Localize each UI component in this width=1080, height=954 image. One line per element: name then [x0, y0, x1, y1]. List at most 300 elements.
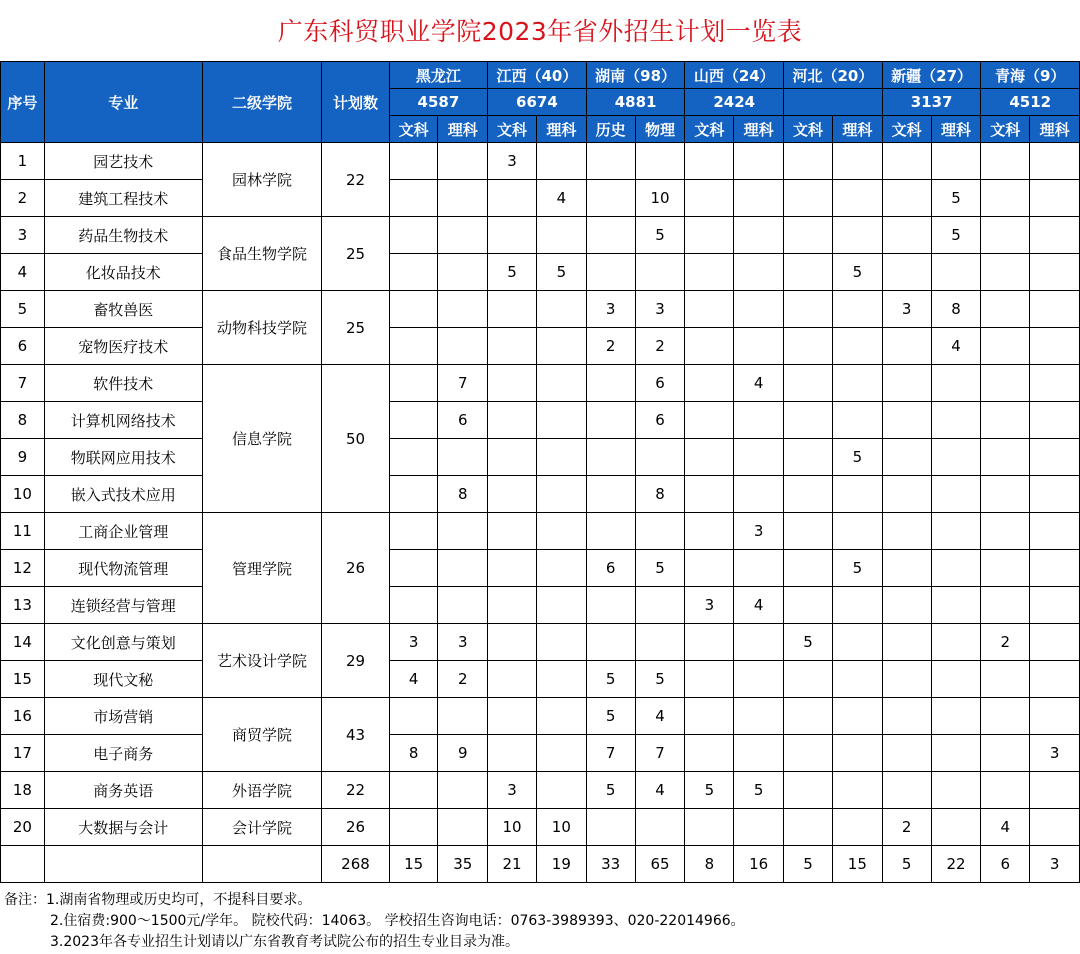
- table-row: [1, 476, 1080, 513]
- table-row: [1, 698, 1080, 735]
- quota-cell: [931, 402, 981, 439]
- quota-cell: [685, 661, 734, 698]
- quota-cell: [832, 291, 882, 328]
- quota-cell: 5: [586, 772, 635, 809]
- quota-cell: [832, 476, 882, 513]
- quota-cell: 5: [586, 661, 635, 698]
- plan-cell: 43: [322, 698, 390, 772]
- quota-cell: [536, 735, 586, 772]
- quota-cell: 2: [981, 624, 1030, 661]
- quota-cell: [832, 661, 882, 698]
- quota-cell: [882, 328, 931, 365]
- quota-cell: [832, 587, 882, 624]
- quota-cell: [389, 217, 438, 254]
- quota-cell: [784, 513, 833, 550]
- quota-cell: [635, 587, 685, 624]
- quota-cell: [389, 809, 438, 846]
- quota-cell: [685, 513, 734, 550]
- quota-cell: [685, 550, 734, 587]
- plan-cell: 22: [322, 772, 390, 809]
- quota-cell: [536, 402, 586, 439]
- quota-cell: [882, 180, 931, 217]
- quota-cell: 5: [784, 624, 833, 661]
- quota-cell: [832, 402, 882, 439]
- total-quota-cell: 21: [488, 846, 537, 883]
- quota-cell: [586, 587, 635, 624]
- quota-cell: [1030, 291, 1080, 328]
- subject-header: 理科: [832, 116, 882, 143]
- seq-cell: 3: [1, 217, 45, 254]
- major-cell: 嵌入式技术应用: [44, 476, 202, 513]
- quota-cell: [536, 439, 586, 476]
- quota-cell: [882, 143, 931, 180]
- table-row: [1, 439, 1080, 476]
- quota-cell: 4: [635, 772, 685, 809]
- quota-cell: [389, 550, 438, 587]
- table-body: [1, 143, 1080, 883]
- quota-cell: 5: [832, 254, 882, 291]
- college-cell: 动物科技学院: [202, 291, 321, 365]
- college-cell: 园林学院: [202, 143, 321, 217]
- quota-cell: [981, 402, 1030, 439]
- quota-cell: [438, 291, 488, 328]
- header-plan: 计划数: [322, 62, 390, 143]
- quota-cell: [488, 402, 537, 439]
- quota-cell: [1030, 476, 1080, 513]
- quota-cell: [882, 661, 931, 698]
- quota-cell: [1030, 180, 1080, 217]
- quota-cell: [635, 439, 685, 476]
- quota-cell: [931, 735, 981, 772]
- quota-cell: [685, 180, 734, 217]
- quota-cell: [685, 698, 734, 735]
- subject-header: 理科: [536, 116, 586, 143]
- major-cell: 药品生物技术: [44, 217, 202, 254]
- quota-cell: [784, 291, 833, 328]
- major-cell: 物联网应用技术: [44, 439, 202, 476]
- college-cell: 管理学院: [202, 513, 321, 624]
- quota-cell: [882, 217, 931, 254]
- total-quota-cell: 65: [635, 846, 685, 883]
- quota-cell: 3: [685, 587, 734, 624]
- enrollment-plan-table: [0, 61, 1080, 883]
- major-cell: 文化创意与策划: [44, 624, 202, 661]
- subject-header: 文科: [389, 116, 438, 143]
- totals-blank: [202, 846, 321, 883]
- subject-header: 文科: [784, 116, 833, 143]
- quota-cell: [586, 143, 635, 180]
- quota-cell: [784, 180, 833, 217]
- header-seq: 序号: [1, 62, 45, 143]
- table-row: [1, 365, 1080, 402]
- quota-cell: [734, 439, 784, 476]
- quota-cell: 6: [438, 402, 488, 439]
- total-quota-cell: 16: [734, 846, 784, 883]
- major-cell: 工商企业管理: [44, 513, 202, 550]
- quota-cell: 5: [931, 180, 981, 217]
- total-quota-cell: 5: [784, 846, 833, 883]
- subject-header: 文科: [882, 116, 931, 143]
- quota-cell: [685, 439, 734, 476]
- table-row: [1, 291, 1080, 328]
- quota-cell: [586, 365, 635, 402]
- quota-cell: [635, 513, 685, 550]
- total-quota-cell: 35: [438, 846, 488, 883]
- quota-cell: [931, 587, 981, 624]
- quota-cell: [832, 217, 882, 254]
- quota-cell: 3: [882, 291, 931, 328]
- quota-cell: [685, 624, 734, 661]
- quota-cell: [586, 217, 635, 254]
- quota-cell: 2: [586, 328, 635, 365]
- quota-cell: [784, 217, 833, 254]
- seq-cell: 14: [1, 624, 45, 661]
- quota-cell: 3: [1030, 735, 1080, 772]
- quota-cell: [438, 254, 488, 291]
- seq-cell: 1: [1, 143, 45, 180]
- quota-cell: [981, 587, 1030, 624]
- seq-cell: 12: [1, 550, 45, 587]
- quota-cell: [438, 180, 488, 217]
- quota-cell: [784, 439, 833, 476]
- quota-cell: [931, 439, 981, 476]
- quota-cell: [389, 513, 438, 550]
- quota-cell: [784, 365, 833, 402]
- quota-cell: [981, 180, 1030, 217]
- quota-cell: [931, 550, 981, 587]
- seq-cell: 10: [1, 476, 45, 513]
- note-line: 备注：1.湖南省物理或历史均可，不提科目要求。: [4, 892, 312, 908]
- quota-cell: [981, 143, 1030, 180]
- quota-cell: [488, 217, 537, 254]
- quota-cell: [734, 291, 784, 328]
- quota-cell: 4: [536, 180, 586, 217]
- quota-cell: [488, 550, 537, 587]
- quota-cell: [685, 809, 734, 846]
- quota-cell: [981, 513, 1030, 550]
- quota-cell: 5: [635, 217, 685, 254]
- subject-header: 物理: [635, 116, 685, 143]
- quota-cell: 10: [488, 809, 537, 846]
- quota-cell: [882, 550, 931, 587]
- major-cell: 大数据与会计: [44, 809, 202, 846]
- quota-cell: [981, 254, 1030, 291]
- quota-cell: [931, 254, 981, 291]
- quota-cell: [536, 550, 586, 587]
- quota-cell: 9: [438, 735, 488, 772]
- quota-cell: [832, 735, 882, 772]
- total-quota-cell: 15: [389, 846, 438, 883]
- quota-cell: [784, 476, 833, 513]
- major-cell: 建筑工程技术: [44, 180, 202, 217]
- quota-cell: [438, 328, 488, 365]
- notes: [4, 890, 745, 953]
- quota-cell: [981, 365, 1030, 402]
- quota-cell: 2: [438, 661, 488, 698]
- quota-cell: [832, 180, 882, 217]
- quota-cell: [1030, 624, 1080, 661]
- quota-cell: [685, 217, 734, 254]
- quota-cell: [1030, 661, 1080, 698]
- quota-cell: [1030, 513, 1080, 550]
- table-row: [1, 587, 1080, 624]
- quota-cell: [536, 476, 586, 513]
- quota-cell: [981, 291, 1030, 328]
- quota-cell: 5: [832, 439, 882, 476]
- quota-cell: [981, 328, 1030, 365]
- quota-cell: 4: [635, 698, 685, 735]
- quota-cell: [389, 180, 438, 217]
- quota-cell: 4: [734, 587, 784, 624]
- table-row: [1, 661, 1080, 698]
- major-cell: 电子商务: [44, 735, 202, 772]
- quota-cell: [685, 143, 734, 180]
- seq-cell: 2: [1, 180, 45, 217]
- quota-cell: [389, 254, 438, 291]
- quota-cell: [832, 698, 882, 735]
- quota-cell: 2: [635, 328, 685, 365]
- quota-cell: 8: [635, 476, 685, 513]
- quota-cell: [1030, 254, 1080, 291]
- quota-cell: [734, 402, 784, 439]
- province-name: 河北（20）: [784, 62, 883, 89]
- quota-cell: [784, 772, 833, 809]
- quota-cell: 6: [635, 365, 685, 402]
- quota-cell: [685, 365, 734, 402]
- quota-cell: [882, 624, 931, 661]
- quota-cell: [635, 254, 685, 291]
- major-cell: 软件技术: [44, 365, 202, 402]
- table-row: [1, 143, 1080, 180]
- quota-cell: 5: [832, 550, 882, 587]
- province-name: 青海（9）: [981, 62, 1080, 89]
- quota-cell: [685, 735, 734, 772]
- quota-cell: [981, 550, 1030, 587]
- quota-cell: 3: [438, 624, 488, 661]
- quota-cell: [931, 661, 981, 698]
- quota-cell: [685, 254, 734, 291]
- quota-cell: [832, 513, 882, 550]
- plan-cell: 26: [322, 513, 390, 624]
- quota-cell: 5: [536, 254, 586, 291]
- total-quota-cell: 22: [931, 846, 981, 883]
- plan-cell: 25: [322, 217, 390, 291]
- quota-cell: [1030, 550, 1080, 587]
- subject-header: 理科: [734, 116, 784, 143]
- table-row: [1, 624, 1080, 661]
- quota-cell: 5: [931, 217, 981, 254]
- quota-cell: [981, 476, 1030, 513]
- quota-cell: [931, 698, 981, 735]
- quota-cell: [488, 439, 537, 476]
- plan-cell: 22: [322, 143, 390, 217]
- quota-cell: [586, 439, 635, 476]
- quota-cell: 8: [438, 476, 488, 513]
- college-cell: 商贸学院: [202, 698, 321, 772]
- total-quota-cell: 33: [586, 846, 635, 883]
- page-title: 广东科贸职业学院2023年省外招生计划一览表: [277, 17, 803, 46]
- quota-cell: [488, 698, 537, 735]
- quota-cell: [832, 365, 882, 402]
- major-cell: 现代物流管理: [44, 550, 202, 587]
- quota-cell: [635, 624, 685, 661]
- quota-cell: [734, 550, 784, 587]
- province-code: 4587: [389, 89, 487, 116]
- quota-cell: [635, 143, 685, 180]
- seq-cell: 20: [1, 809, 45, 846]
- quota-cell: [882, 439, 931, 476]
- quota-cell: [685, 476, 734, 513]
- header-major: 专业: [44, 62, 202, 143]
- province-code: 6674: [488, 89, 587, 116]
- quota-cell: [389, 402, 438, 439]
- totals-blank: [44, 846, 202, 883]
- quota-cell: [488, 735, 537, 772]
- seq-cell: 5: [1, 291, 45, 328]
- quota-cell: [438, 143, 488, 180]
- subject-header: 文科: [488, 116, 537, 143]
- quota-cell: [635, 809, 685, 846]
- table-row: [1, 328, 1080, 365]
- quota-cell: [438, 587, 488, 624]
- seq-cell: 13: [1, 587, 45, 624]
- quota-cell: [734, 698, 784, 735]
- province-code: [784, 89, 883, 116]
- quota-cell: [389, 328, 438, 365]
- quota-cell: 4: [734, 365, 784, 402]
- quota-cell: [784, 328, 833, 365]
- quota-cell: [784, 661, 833, 698]
- province-code: 3137: [882, 89, 981, 116]
- quota-cell: [438, 772, 488, 809]
- quota-cell: 10: [635, 180, 685, 217]
- quota-cell: [981, 735, 1030, 772]
- quota-cell: [1030, 143, 1080, 180]
- subject-header: 文科: [685, 116, 734, 143]
- province-name: 新疆（27）: [882, 62, 981, 89]
- note-line: 2.住宿费:900～1500元/学年。 院校代码：14063。 学校招生咨询电话：0763-3989393、020-22014966。: [50, 913, 745, 929]
- seq-cell: 8: [1, 402, 45, 439]
- quota-cell: [488, 587, 537, 624]
- quota-cell: [734, 180, 784, 217]
- major-cell: 现代文秘: [44, 661, 202, 698]
- table-row: [1, 809, 1080, 846]
- quota-cell: [1030, 217, 1080, 254]
- totals-row: [1, 846, 1080, 883]
- subject-header: 历史: [586, 116, 635, 143]
- major-cell: 园艺技术: [44, 143, 202, 180]
- seq-cell: 16: [1, 698, 45, 735]
- quota-cell: [931, 143, 981, 180]
- college-cell: 艺术设计学院: [202, 624, 321, 698]
- quota-cell: [784, 735, 833, 772]
- quota-cell: [832, 143, 882, 180]
- plan-cell: 29: [322, 624, 390, 698]
- total-quota-cell: 8: [685, 846, 734, 883]
- quota-cell: [389, 698, 438, 735]
- quota-cell: [882, 698, 931, 735]
- quota-cell: 7: [586, 735, 635, 772]
- quota-cell: [488, 661, 537, 698]
- quota-cell: 6: [635, 402, 685, 439]
- table-row: [1, 402, 1080, 439]
- quota-cell: 3: [734, 513, 784, 550]
- quota-cell: [586, 402, 635, 439]
- quota-cell: [389, 587, 438, 624]
- quota-cell: 5: [685, 772, 734, 809]
- quota-cell: [981, 661, 1030, 698]
- quota-cell: [1030, 809, 1080, 846]
- quota-cell: [1030, 772, 1080, 809]
- plan-cell: 26: [322, 809, 390, 846]
- quota-cell: [389, 439, 438, 476]
- quota-cell: [586, 624, 635, 661]
- quota-cell: 5: [586, 698, 635, 735]
- quota-cell: [784, 550, 833, 587]
- quota-cell: 3: [488, 772, 537, 809]
- college-cell: 信息学院: [202, 365, 321, 513]
- quota-cell: 5: [635, 550, 685, 587]
- quota-cell: [734, 217, 784, 254]
- quota-cell: [389, 772, 438, 809]
- quota-cell: [981, 439, 1030, 476]
- quota-cell: [1030, 402, 1080, 439]
- province-code: 4881: [586, 89, 685, 116]
- quota-cell: [931, 809, 981, 846]
- quota-cell: [832, 772, 882, 809]
- quota-cell: [488, 513, 537, 550]
- quota-cell: 10: [536, 809, 586, 846]
- quota-cell: [931, 476, 981, 513]
- quota-cell: [488, 624, 537, 661]
- quota-cell: [784, 254, 833, 291]
- quota-cell: [981, 217, 1030, 254]
- quota-cell: [1030, 698, 1080, 735]
- totals-blank: [1, 846, 45, 883]
- quota-cell: 8: [931, 291, 981, 328]
- quota-cell: 4: [981, 809, 1030, 846]
- table-row: [1, 772, 1080, 809]
- quota-cell: [882, 254, 931, 291]
- quota-cell: 5: [734, 772, 784, 809]
- major-cell: 市场营销: [44, 698, 202, 735]
- table-row: [1, 180, 1080, 217]
- quota-cell: 6: [586, 550, 635, 587]
- quota-cell: [832, 328, 882, 365]
- plan-cell: 25: [322, 291, 390, 365]
- table-row: [1, 550, 1080, 587]
- subject-header: 文科: [981, 116, 1030, 143]
- quota-cell: [586, 476, 635, 513]
- quota-cell: [882, 513, 931, 550]
- quota-cell: [438, 513, 488, 550]
- total-quota-cell: 15: [832, 846, 882, 883]
- quota-cell: [536, 698, 586, 735]
- quota-cell: [586, 180, 635, 217]
- quota-cell: [389, 143, 438, 180]
- quota-cell: [882, 772, 931, 809]
- seq-cell: 15: [1, 661, 45, 698]
- seq-cell: 9: [1, 439, 45, 476]
- seq-cell: 11: [1, 513, 45, 550]
- quota-cell: [438, 439, 488, 476]
- quota-cell: [734, 328, 784, 365]
- province-name: 黑龙江: [389, 62, 487, 89]
- note-line: 3.2023年各专业招生计划请以广东省教育考试院公布的招生专业目录为准。: [50, 934, 519, 950]
- quota-cell: [784, 587, 833, 624]
- major-cell: 连锁经营与管理: [44, 587, 202, 624]
- quota-cell: [784, 143, 833, 180]
